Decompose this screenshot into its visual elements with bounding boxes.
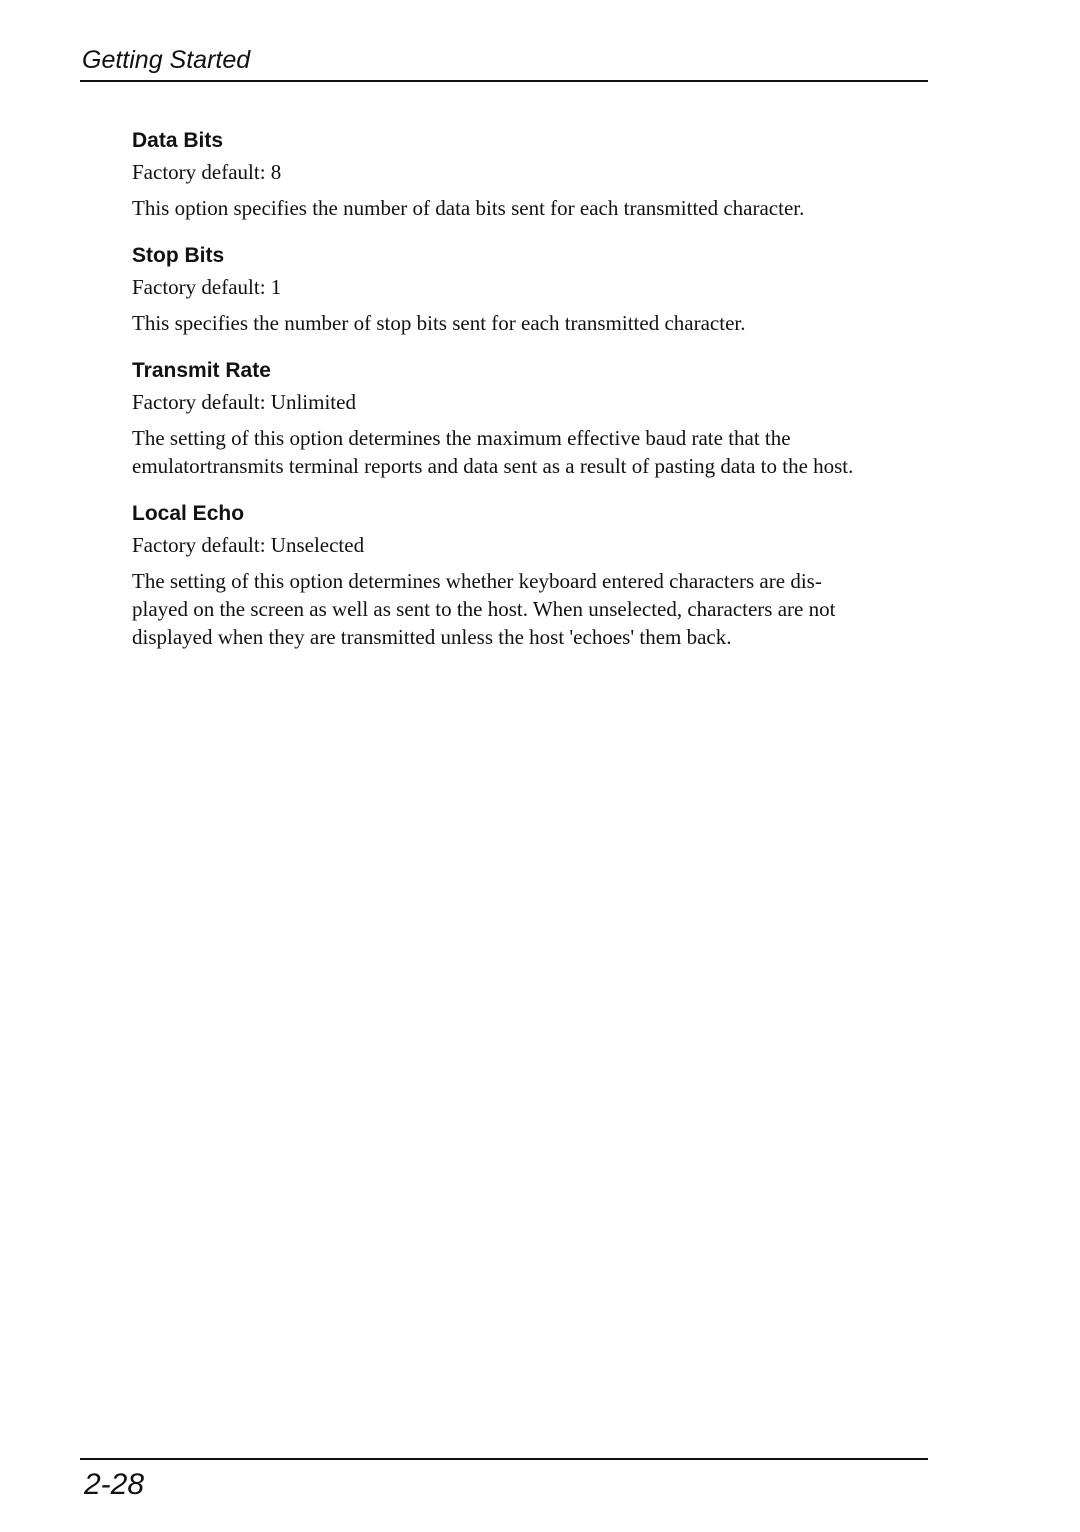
page-content (132, 124, 922, 668)
factory-default: Factory default: 1 (132, 275, 282, 299)
section-stop-bits (132, 239, 922, 337)
section-transmit-rate (132, 354, 922, 480)
section-heading: Local Echo (132, 502, 245, 525)
section-data-bits (132, 124, 922, 222)
section-description (132, 424, 922, 480)
section-heading: Transmit Rate (132, 359, 271, 382)
factory-default: Factory default: Unselected (132, 533, 365, 557)
footer-rule (80, 1458, 928, 1460)
description-line: The setting of this option determines whether keyboard entered characters are dis- (132, 569, 822, 593)
description-line: played on the screen as well as sent to the host. When unselected, characters are not (132, 597, 836, 621)
description-line: emulatortransmits terminal reports and data sent as a result of pasting data to the host. (132, 454, 854, 478)
section-heading: Stop Bits (132, 244, 225, 267)
running-header: Getting Started (82, 46, 251, 74)
section-description (132, 567, 922, 651)
section-heading: Data Bits (132, 129, 224, 152)
section-description: This option specifies the number of data bits sent for each transmitted character. (132, 196, 805, 220)
section-description: This specifies the number of stop bits sent for each transmitted character. (132, 311, 746, 335)
page-number: 2-28 (84, 1468, 145, 1501)
factory-default: Factory default: Unlimited (132, 390, 356, 414)
header-rule (80, 80, 928, 82)
description-line: displayed when they are transmitted unless the host 'echoes' them back. (132, 625, 732, 649)
factory-default: Factory default: 8 (132, 160, 282, 184)
description-line: The setting of this option determines the maximum effective baud rate that the (132, 426, 791, 450)
section-local-echo (132, 497, 922, 651)
